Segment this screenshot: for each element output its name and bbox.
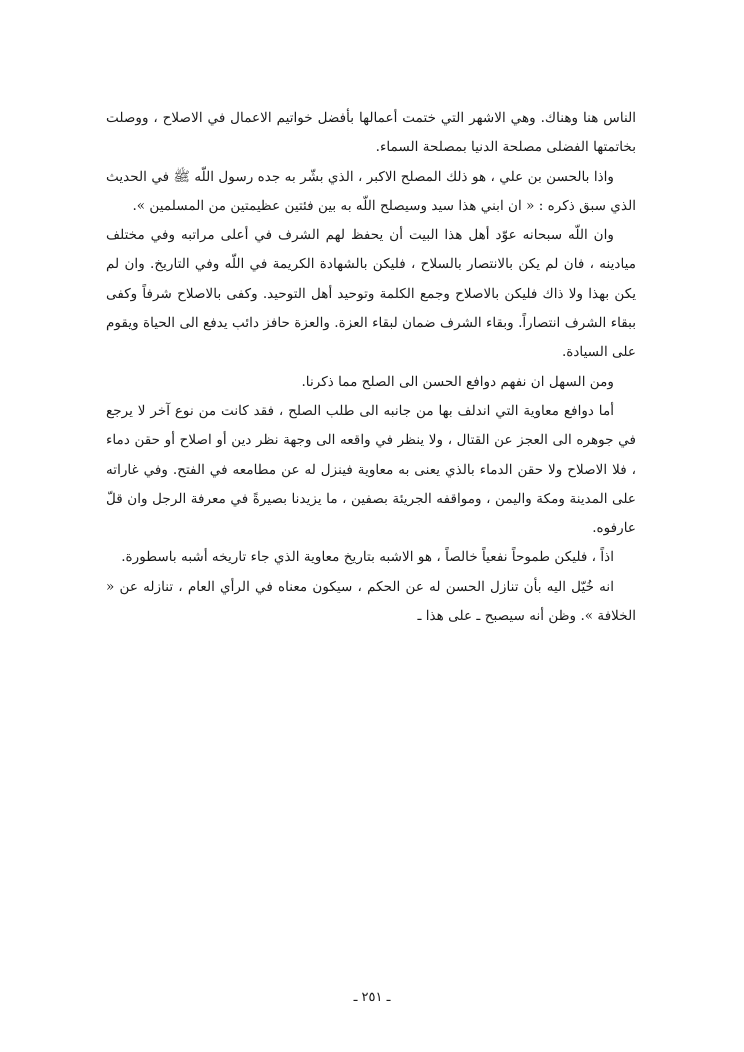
paragraph: واذا بالحسن بن علي ، هو ذلك المصلح الاكبر ، الذي بشّر به جده رسول اللّه ﷺ في الحديث الذي سبق ذكره : « ان ابني هذا سيد وسيصلح اللّه به بين فئتين عظيمتين من المسلمين ».	[106, 168, 636, 214]
paragraph: انه خُيّل اليه بأن تنازل الحسن له عن الحكم ، سيكون معناه في الرأي العام ، تنازله عن « الخلافة ». وظن أنه سيصبح ـ على هذا ـ	[106, 578, 636, 625]
paragraph: أما دوافع معاوية التي اندلف بها من جانبه الى طلب الصلح ، فقد كانت من نوع آخر لا يرجع في جوهره الى العجز عن القتال ، ولا ينظر في واقعه الى وجهة نظر دين أو اصلاح أو حقن دماء ، فلا الاصلاح ولا حقن الدماء بالذي يعنى به معاوية فينزل له عن مطامعه في الفتح. وفي غاراته على المدينة ومكة واليمن ، ومواقفه الجريئة بصفين ، ما يزيدنا بصيرةً في معرفة الرجل وان قلّ عارفوه.	[106, 402, 636, 537]
paragraph: وان اللّه سبحانه عوّد أهل هذا البيت أن يحفظ لهم الشرف في أعلى مراتبه وفي مختلف ميادينه ، فان لم يكن بالانتصار بالسلاح ، فليكن بالشهادة الكريمة في اللّه وفي التاريخ. وان لم يكن بهذا ولا ذاك فليكن بالاصلاح وجمع الكلمة وتوحيد أهل التوحيد. وكفى بالاصلاح شرفاً وكفى ببقاء الشرف انتصاراً. وبقاء الشرف ضمان لبقاء العزة. والعزة حافز دائب يدفع الى الحياة ويقوم على السيادة.	[106, 227, 636, 361]
paragraph: ومن السهل ان نفهم دوافع الحسن الى الصلح مما ذكرنا.	[301, 373, 614, 390]
page-number: ـ ٢٥١ ـ	[353, 990, 391, 1005]
body-text	[106, 104, 636, 631]
paragraph: الناس هنا وهناك. وهي الاشهر التي ختمت أعمالها بأفضل خواتيم الاعمال في الاصلاح ، ووصلت بخاتمتها الفضلى مصلحة الدنيا بمصلحة السماء.	[106, 110, 636, 156]
paragraph: اذاً ، فليكن طموحاً نفعياً خالصاً ، هو الاشبه بتاريخ معاوية الذي جاء تاريخه أشبه باسطورة.	[121, 549, 614, 566]
